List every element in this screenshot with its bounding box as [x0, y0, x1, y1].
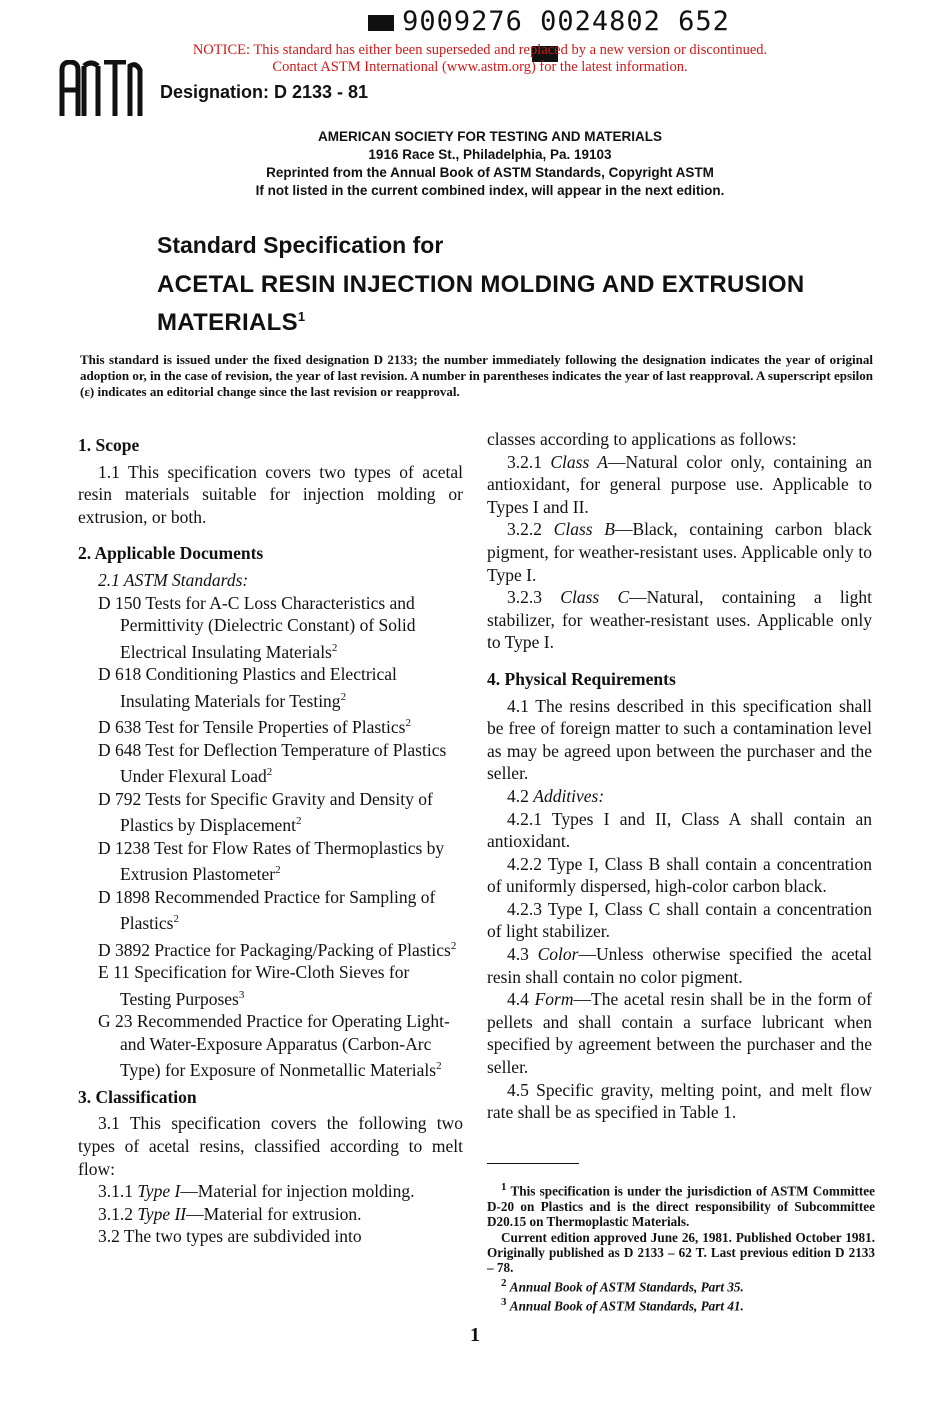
reference-item: D 648 Test for Deflection Temperature of Plastics Under Flexural Load$^2$ — [98, 739, 447, 787]
reference-item: D 638 Test for Tensile Properties of Plastics$^2$ — [98, 717, 411, 738]
paragraph-4-5: 4.5 Specific gravity, melting point, and melt flow rate shall be as specified in Table 1. — [487, 1079, 872, 1123]
paragraph-3-1-2: 3.1.2 Type II—Material for extrusion. — [98, 1203, 362, 1224]
paragraph-4-3: 4.3 Color—Unless otherwise specified the acetal resin shall contain no color pigment. — [487, 944, 872, 987]
notice-line-2: Contact ASTM International (www.astm.org) for the latest information. — [272, 59, 688, 75]
paragraph-2-1: 2.1 ASTM Standards: — [98, 569, 249, 590]
section-heading-scope: 1. Scope — [78, 435, 140, 455]
section-heading-physical: 4. Physical Requirements — [487, 668, 676, 689]
document-title — [157, 232, 897, 339]
section-heading-classification: 3. Classification — [78, 1086, 197, 1107]
astm-logo — [54, 60, 146, 120]
reference-item: G 23 Recommended Practice for Operating Light- and Water-Exposure Apparatus (Carbon-Arc Type) for Exposure of Nonmetallic Materials$^2$ — [98, 1011, 450, 1081]
footnote-3: $^3$ Annual Book of ASTM Standards, Part 41. — [501, 1295, 744, 1314]
footnotes — [487, 1180, 875, 1313]
paragraph-4-2-3: 4.2.3 Type I, Class C shall contain a concentration of light stabilizer. — [487, 898, 872, 942]
paragraph-3-2-continued: classes according to applications as follows: — [487, 429, 797, 449]
title-line-2 — [157, 269, 897, 339]
footnote-1-continued: Current edition approved June 26, 1981. Published October 1981. Originally published as D 2133 – 62 T. Last previous edition D 2133 – 78. — [487, 1229, 875, 1276]
paragraph-3-1: 3.1 This specification covers the following two types of acetal resins, classified according to melt flow: — [78, 1113, 463, 1179]
paragraph-1-1: 1.1 This specification covers two types of acetal resin materials suitable for injection molding or extrusion, or both. — [78, 461, 463, 527]
supersede-notice — [100, 42, 860, 76]
barcode-text: 9009276 0024802 652 — [402, 6, 730, 37]
footnote-1: $^1$ This specification is under the jurisdiction of ASTM Committee D-20 on Plastics and is the direct responsibility of Subcommittee D20.15 on Thermoplastic Materials. — [487, 1181, 875, 1230]
footnote-divider — [487, 1163, 579, 1164]
index-note: If not listed in the current combined index, will appear in the next edition. — [255, 183, 725, 198]
reference-item: D 3892 Practice for Packaging/Packing of Plastics$^2$ — [98, 939, 457, 960]
reference-item: D 150 Tests for A-C Loss Characteristics and Permittivity (Dielectric Constant) of Solid Electrical Insulating Materials$^2$ — [98, 592, 416, 662]
paragraph-4-2-1: 4.2.1 Types I and II, Class A shall contain an antioxidant. — [487, 808, 872, 852]
reference-item: D 792 Tests for Specific Gravity and Density of Plastics by Displacement$^2$ — [98, 788, 433, 836]
title-line-1: Standard Specification for — [157, 232, 444, 258]
reference-item: D 618 Conditioning Plastics and Electrical Insulating Materials for Testing$^2$ — [98, 664, 397, 711]
designation: Designation: D 2133 - 81 — [160, 82, 369, 102]
paragraph-3-2-3: 3.2.3 Class C—Natural, containing a light stabilizer, for weather-resistant uses. Applicable only to Type I. — [487, 587, 873, 653]
paragraph-4-2-2: 4.2.2 Type I, Class B shall contain a concentration of uniformly dispersed, high-color carbon black. — [487, 853, 872, 897]
society-address: 1916 Race St., Philadelphia, Pa. 19103 — [368, 147, 612, 162]
reference-item: E 11 Specification for Wire-Cloth Sieves for Testing Purposes$^3$ — [98, 962, 410, 1009]
society-block — [150, 128, 830, 200]
notice-line-1: NOTICE: This standard has either been superseded and replaced by a new version or discontinued. — [192, 42, 768, 58]
left-column — [78, 428, 463, 1248]
paragraph-4-4: 4.4 Form—The acetal resin shall be in the form of pellets and shall contain a surface lubricant when specified by agreement between the purchaser and the seller. — [487, 989, 872, 1078]
paragraph-3-2-1: 3.2.1 Class A—Natural color only, containing an antioxidant, for general purpose use. Applicable to Types I and II. — [487, 451, 873, 517]
section-heading-documents: 2. Applicable Documents — [78, 543, 264, 564]
right-column — [487, 428, 872, 1124]
paragraph-3-2-2: 3.2.2 Class B—Black, containing carbon black pigment, for weather-resistant uses. Applicable only to Type I. — [487, 519, 872, 585]
paragraph-4-2: 4.2 Additives: — [507, 785, 605, 806]
footnote-2: $^2$ Annual Book of ASTM Standards, Part 35. — [501, 1276, 744, 1295]
society-name: AMERICAN SOCIETY FOR TESTING AND MATERIALS — [317, 129, 662, 144]
barcode-block-left — [368, 15, 394, 31]
reference-list — [78, 592, 463, 1082]
reference-item: D 1238 Test for Flow Rates of Thermoplastics by Extrusion Plastometer$^2$ — [98, 837, 445, 885]
paragraph-4-1: 4.1 The resins described in this specification shall be free of foreign matter to such a contamination level as may be agreed upon between the purchaser and the seller. — [487, 695, 872, 784]
issue-note: This standard is issued under the fixed designation D 2133; the number immediately following the designation indicates the year of original adoption or, in the case of revision, the year of last revision. A number in parentheses indicates the year of last reapproval. A superscript epsilon (ε) indicates an editorial change since the last revision or reapproval. — [80, 352, 873, 399]
page-number: 1 — [470, 1324, 480, 1346]
title-main: ACETAL RESIN INJECTION MOLDING AND EXTRUSION MATERIALS — [157, 271, 805, 336]
title-footnote-mark: 1 — [297, 309, 306, 324]
reprint-note: Reprinted from the Annual Book of ASTM Standards, Copyright ASTM — [266, 165, 714, 180]
paragraph-3-1-1: 3.1.1 Type I—Material for injection molding. — [98, 1181, 415, 1202]
reference-item: D 1898 Recommended Practice for Sampling of Plastics$^2$ — [98, 886, 436, 934]
paragraph-3-2: 3.2 The two types are subdivided into — [98, 1226, 362, 1247]
